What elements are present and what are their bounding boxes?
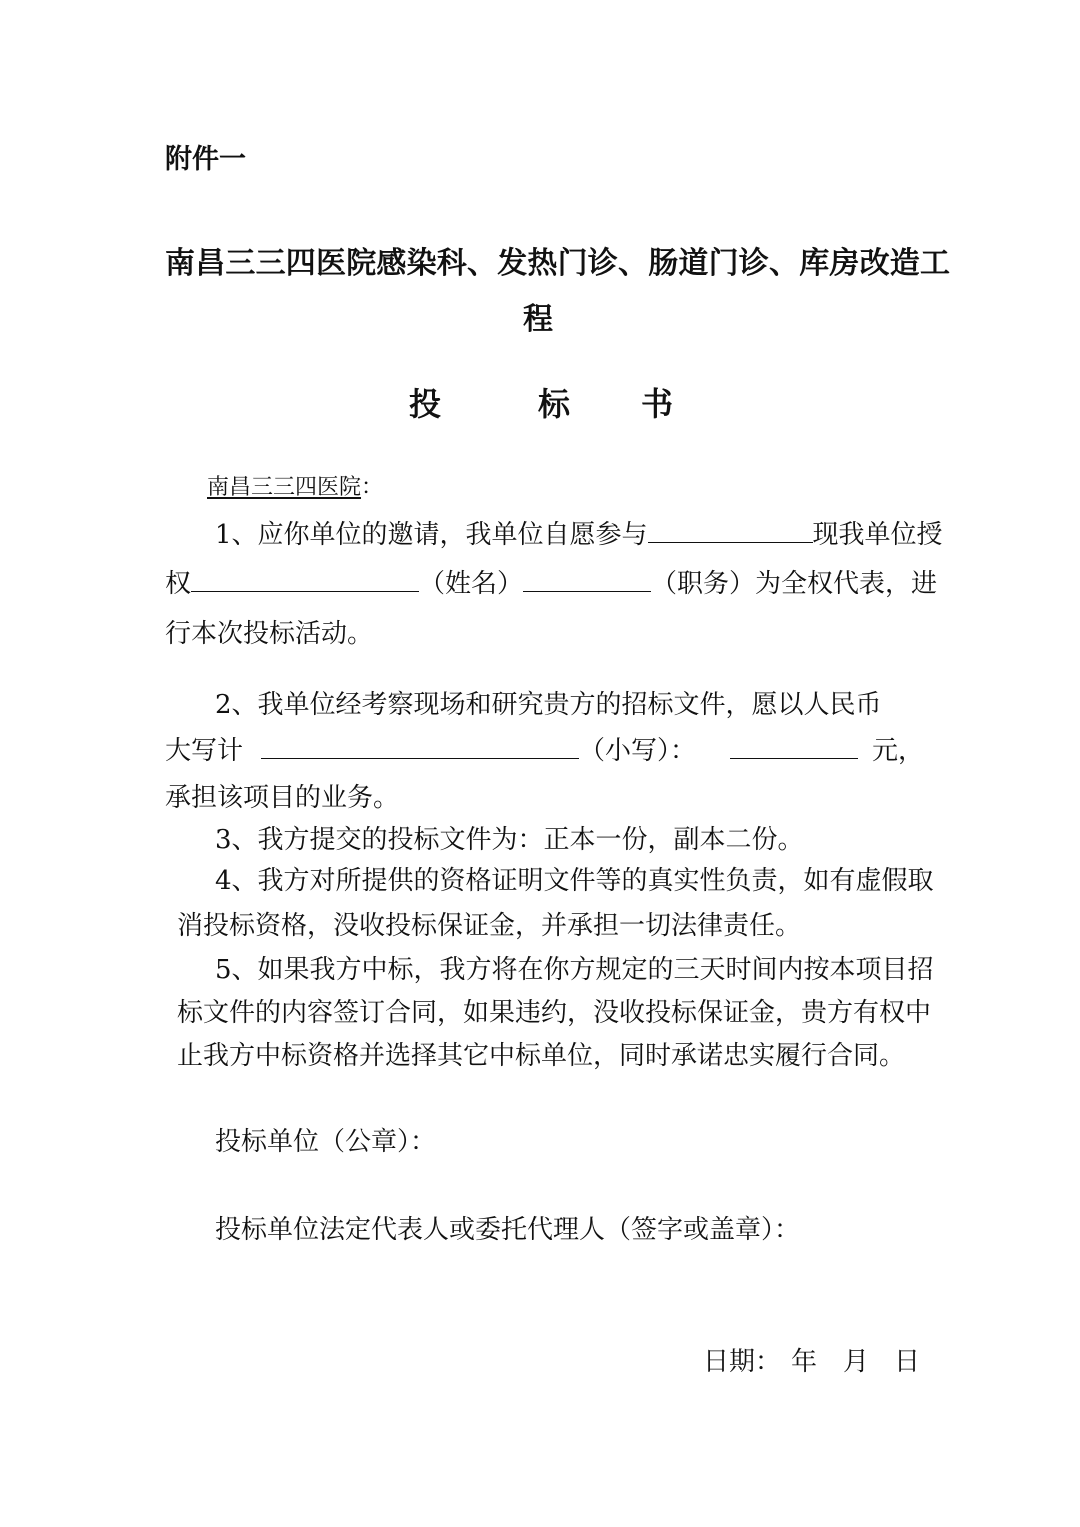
project-name-blank[interactable]	[648, 520, 813, 543]
item4-line1: 4、我方对所提供的资格证明文件等的真实性负责，如有虚假取	[215, 866, 934, 896]
sign-representative: 投标单位法定代表人或委托代理人（签字或盖章）：	[215, 1215, 801, 1245]
addressee-colon: ：	[361, 475, 384, 500]
amount-lowercase-blank[interactable]	[730, 736, 858, 759]
item1-text-d: （姓名）	[419, 569, 524, 599]
item5-line2: 标文件的内容签订合同，如果违约，没收投标保证金，贵方有权中	[177, 998, 932, 1028]
annex-label: 附件一	[165, 144, 246, 175]
item1-line2	[165, 569, 937, 599]
representative-name-blank[interactable]	[191, 569, 419, 592]
item1-text-b: 现我单位授	[812, 520, 943, 550]
date-label: 日期：	[703, 1347, 782, 1377]
item1-line1	[215, 520, 943, 550]
item4-line2: 消投标资格，没收投标保证金，并承担一切法律责任。	[177, 911, 802, 941]
item2-line2	[165, 736, 924, 766]
date-year: 年	[791, 1347, 818, 1377]
addressee	[207, 474, 383, 502]
amount-lowercase-label: （小写）：	[579, 736, 697, 766]
date-day: 日	[894, 1347, 921, 1377]
addressee-name: 南昌三三四医院	[207, 475, 362, 500]
item3-line: 3、我方提交的投标文件为：正本一份，副本二份。	[215, 825, 804, 855]
amount-uppercase-blank[interactable]	[261, 736, 579, 759]
sign-company: 投标单位（公章）：	[215, 1127, 437, 1157]
doc-title-char-2: 标	[538, 385, 571, 423]
date-month: 月	[843, 1347, 870, 1377]
amount-unit: 元，	[872, 736, 925, 766]
project-title-line2: 程	[523, 302, 553, 337]
item2-line1: 2、我单位经考察现场和研究贵方的招标文件，愿以人民币	[215, 690, 882, 720]
item1-text-c: 权	[165, 569, 192, 599]
project-title-line1: 南昌三三四医院感染科、发热门诊、肠道门诊、库房改造工	[165, 246, 951, 281]
doc-title-char-1: 投	[409, 385, 442, 423]
representative-title-blank[interactable]	[523, 569, 651, 592]
item1-text-e: （职务）为全权代表，进	[651, 569, 938, 599]
item1-text-a: 1、应你单位的邀请，我单位自愿参与	[215, 520, 648, 550]
doc-title-char-3: 书	[641, 385, 674, 423]
item1-line3: 行本次投标活动。	[165, 619, 374, 649]
item5-line1: 5、如果我方中标，我方将在你方规定的三天时间内按本项目招	[215, 955, 934, 985]
item5-line3: 止我方中标资格并选择其它中标单位，同时承诺忠实履行合同。	[177, 1041, 906, 1071]
item2-line3: 承担该项目的业务。	[165, 783, 400, 813]
amount-uppercase-label: 大写计	[165, 736, 244, 766]
